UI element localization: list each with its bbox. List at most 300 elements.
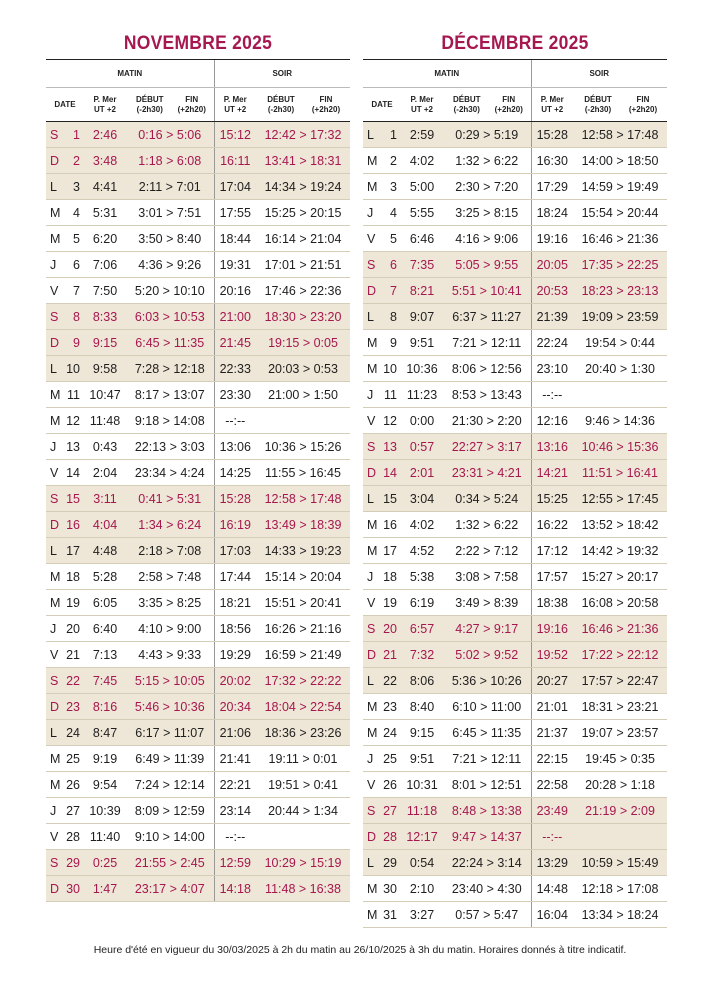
cell-window-soir: 15:25 > 20:15 — [256, 200, 350, 226]
table-row — [46, 174, 350, 200]
cell-date: M 16 — [363, 512, 401, 538]
cell-window-soir: 12:58 > 17:48 — [256, 486, 350, 512]
cell-date: D 21 — [363, 642, 401, 668]
cell-pmer-matin: 11:18 — [401, 798, 443, 824]
cell-window-soir: 19:51 > 0:41 — [256, 772, 350, 798]
cell-pmer-matin: 12:17 — [401, 824, 443, 850]
cell-window-matin: 6:49 > 11:39 — [126, 746, 214, 772]
cell-date: V 28 — [46, 824, 84, 850]
cell-window-soir: 20:40 > 1:30 — [573, 356, 667, 382]
cell-pmer-soir: 22:33 — [214, 356, 256, 382]
table-row — [46, 200, 350, 226]
cell-date: S 6 — [363, 252, 401, 278]
cell-date: V 12 — [363, 408, 401, 434]
cell-window-soir: 17:57 > 22:47 — [573, 668, 667, 694]
cell-window-matin: 3:49 > 8:39 — [443, 590, 531, 616]
cell-pmer-matin: 5:00 — [401, 174, 443, 200]
cell-date: M 2 — [363, 148, 401, 174]
month-december — [363, 28, 667, 928]
cell-pmer-soir: 16:04 — [531, 902, 573, 928]
cell-pmer-matin: 8:33 — [84, 304, 126, 330]
cell-window-matin: 0:41 > 5:31 — [126, 486, 214, 512]
cell-window-matin: 2:30 > 7:20 — [443, 174, 531, 200]
table-row — [363, 512, 667, 538]
cell-pmer-soir: --:-- — [214, 824, 256, 850]
cell-window-matin: 1:34 > 6:24 — [126, 512, 214, 538]
header-debut-fin: DÉBUT (-2h30)FIN (+2h20) — [256, 88, 350, 122]
cell-date: D 16 — [46, 512, 84, 538]
cell-window-matin: 9:47 > 14:37 — [443, 824, 531, 850]
table-row — [46, 278, 350, 304]
table-row — [46, 538, 350, 564]
cell-window-matin: 5:02 > 9:52 — [443, 642, 531, 668]
cell-window-soir: 19:54 > 0:44 — [573, 330, 667, 356]
cell-pmer-soir: 20:02 — [214, 668, 256, 694]
cell-pmer-matin: 8:47 — [84, 720, 126, 746]
cell-window-soir: 15:51 > 20:41 — [256, 590, 350, 616]
cell-window-matin: 8:09 > 12:59 — [126, 798, 214, 824]
cell-pmer-soir: 20:27 — [531, 668, 573, 694]
cell-window-soir: 10:29 > 15:19 — [256, 850, 350, 876]
cell-pmer-soir: 16:30 — [531, 148, 573, 174]
cell-pmer-matin: 4:48 — [84, 538, 126, 564]
cell-pmer-soir: 14:48 — [531, 876, 573, 902]
cell-pmer-soir: 17:04 — [214, 174, 256, 200]
table-row — [46, 460, 350, 486]
cell-pmer-soir: 17:57 — [531, 564, 573, 590]
cell-window-matin: 21:55 > 2:45 — [126, 850, 214, 876]
cell-pmer-soir: 23:14 — [214, 798, 256, 824]
cell-date: D 28 — [363, 824, 401, 850]
cell-pmer-matin: 3:48 — [84, 148, 126, 174]
table-row — [46, 616, 350, 642]
cell-pmer-soir: 21:01 — [531, 694, 573, 720]
month-november — [46, 28, 350, 902]
cell-pmer-matin: 9:15 — [84, 330, 126, 356]
cell-window-matin: 21:30 > 2:20 — [443, 408, 531, 434]
cell-window-soir: 17:01 > 21:51 — [256, 252, 350, 278]
cell-window-soir: 13:34 > 18:24 — [573, 902, 667, 928]
cell-pmer-soir: 22:58 — [531, 772, 573, 798]
cell-window-matin: 1:18 > 6:08 — [126, 148, 214, 174]
cell-date: M 19 — [46, 590, 84, 616]
table-row — [46, 226, 350, 252]
cell-pmer-soir: 17:44 — [214, 564, 256, 590]
table-row — [363, 200, 667, 226]
cell-pmer-matin: 7:13 — [84, 642, 126, 668]
table-row — [46, 382, 350, 408]
table-row — [363, 642, 667, 668]
cell-pmer-matin: 0:00 — [401, 408, 443, 434]
cell-window-soir: 12:55 > 17:45 — [573, 486, 667, 512]
cell-window-matin: 23:31 > 4:21 — [443, 460, 531, 486]
cell-date: M 23 — [363, 694, 401, 720]
cell-window-soir: 16:26 > 21:16 — [256, 616, 350, 642]
cell-pmer-soir: 18:44 — [214, 226, 256, 252]
cell-pmer-matin: 4:04 — [84, 512, 126, 538]
cell-date: L 10 — [46, 356, 84, 382]
cell-pmer-soir: 19:31 — [214, 252, 256, 278]
cell-date: M 26 — [46, 772, 84, 798]
table-row — [46, 512, 350, 538]
header-debut-fin: DÉBUT (-2h30)FIN (+2h20) — [443, 88, 531, 122]
cell-pmer-matin: 7:35 — [401, 252, 443, 278]
cell-pmer-soir: 20:34 — [214, 694, 256, 720]
cell-pmer-matin: 0:54 — [401, 850, 443, 876]
cell-window-matin: 0:57 > 5:47 — [443, 902, 531, 928]
cell-pmer-matin: 0:43 — [84, 434, 126, 460]
cell-window-soir: 12:58 > 17:48 — [573, 122, 667, 148]
cell-date: L 22 — [363, 668, 401, 694]
cell-date: M 3 — [363, 174, 401, 200]
cell-pmer-soir: 20:05 — [531, 252, 573, 278]
cell-date: S 22 — [46, 668, 84, 694]
table-row — [46, 824, 350, 850]
cell-pmer-soir: 15:12 — [214, 122, 256, 148]
header-debut-fin: DÉBUT (-2h30)FIN (+2h20) — [573, 88, 667, 122]
cell-window-soir: 17:35 > 22:25 — [573, 252, 667, 278]
cell-window-matin: 4:27 > 9:17 — [443, 616, 531, 642]
cell-date: S 8 — [46, 304, 84, 330]
cell-window-matin: 0:34 > 5:24 — [443, 486, 531, 512]
header-debut-fin: DÉBUT (-2h30)FIN (+2h20) — [126, 88, 214, 122]
cell-window-matin: 22:24 > 3:14 — [443, 850, 531, 876]
cell-window-matin: 23:34 > 4:24 — [126, 460, 214, 486]
cell-window-soir: 13:52 > 18:42 — [573, 512, 667, 538]
cell-date: M 30 — [363, 876, 401, 902]
table-row — [363, 460, 667, 486]
cell-window-matin: 8:48 > 13:38 — [443, 798, 531, 824]
cell-window-matin: 7:24 > 12:14 — [126, 772, 214, 798]
header-pmer: P. Mer UT +2 — [214, 88, 256, 122]
cell-pmer-soir: --:-- — [531, 382, 573, 408]
cell-window-matin: 5:05 > 9:55 — [443, 252, 531, 278]
cell-pmer-matin: 6:57 — [401, 616, 443, 642]
cell-date: J 25 — [363, 746, 401, 772]
cell-pmer-matin: 9:54 — [84, 772, 126, 798]
cell-pmer-matin: 5:38 — [401, 564, 443, 590]
cell-pmer-matin: 4:52 — [401, 538, 443, 564]
cell-pmer-soir: 20:53 — [531, 278, 573, 304]
cell-window-soir: 14:59 > 19:49 — [573, 174, 667, 200]
cell-pmer-matin: 4:41 — [84, 174, 126, 200]
table-row — [46, 668, 350, 694]
cell-pmer-soir: 21:41 — [214, 746, 256, 772]
cell-date: L 8 — [363, 304, 401, 330]
cell-date: V 7 — [46, 278, 84, 304]
table-row — [46, 564, 350, 590]
table-row — [46, 590, 350, 616]
table-row — [363, 382, 667, 408]
header-matin: MATIN — [46, 60, 214, 88]
cell-pmer-matin: 6:20 — [84, 226, 126, 252]
cell-window-soir: 14:00 > 18:50 — [573, 148, 667, 174]
cell-pmer-soir: 17:55 — [214, 200, 256, 226]
month-title: NOVEMBRE 2025 — [123, 33, 273, 54]
cell-pmer-soir: 21:06 — [214, 720, 256, 746]
table-body — [363, 122, 667, 928]
cell-pmer-matin: 0:57 — [401, 434, 443, 460]
cell-pmer-soir: 22:24 — [531, 330, 573, 356]
cell-pmer-matin: 5:55 — [401, 200, 443, 226]
cell-window-matin: 4:43 > 9:33 — [126, 642, 214, 668]
cell-window-soir: 17:32 > 22:22 — [256, 668, 350, 694]
table-row — [363, 278, 667, 304]
cell-date: L 17 — [46, 538, 84, 564]
cell-window-soir: 16:46 > 21:36 — [573, 226, 667, 252]
cell-window-matin: 8:53 > 13:43 — [443, 382, 531, 408]
cell-window-matin: 22:27 > 3:17 — [443, 434, 531, 460]
cell-window-soir: 11:48 > 16:38 — [256, 876, 350, 902]
cell-pmer-matin: 2:01 — [401, 460, 443, 486]
cell-window-matin: 2:18 > 7:08 — [126, 538, 214, 564]
cell-date: M 4 — [46, 200, 84, 226]
cell-window-soir: 14:42 > 19:32 — [573, 538, 667, 564]
cell-pmer-matin: 2:10 — [401, 876, 443, 902]
cell-pmer-matin: 9:58 — [84, 356, 126, 382]
cell-pmer-soir: 22:21 — [214, 772, 256, 798]
cell-pmer-matin: 8:21 — [401, 278, 443, 304]
table-row — [363, 174, 667, 200]
cell-window-soir: 20:03 > 0:53 — [256, 356, 350, 382]
cell-window-matin: 7:21 > 12:11 — [443, 746, 531, 772]
table-row — [46, 304, 350, 330]
cell-window-soir: 21:19 > 2:09 — [573, 798, 667, 824]
cell-window-soir — [573, 824, 667, 850]
table-row — [363, 720, 667, 746]
cell-window-matin: 5:15 > 10:05 — [126, 668, 214, 694]
cell-date: S 13 — [363, 434, 401, 460]
cell-window-soir: 11:51 > 16:41 — [573, 460, 667, 486]
table-row — [46, 720, 350, 746]
tide-table — [363, 59, 667, 928]
table-row — [46, 252, 350, 278]
cell-window-matin: 1:32 > 6:22 — [443, 512, 531, 538]
cell-window-soir: 21:00 > 1:50 — [256, 382, 350, 408]
cell-window-matin: 4:16 > 9:06 — [443, 226, 531, 252]
cell-date: V 26 — [363, 772, 401, 798]
cell-pmer-soir: 18:24 — [531, 200, 573, 226]
cell-pmer-matin: 4:02 — [401, 512, 443, 538]
cell-date: M 5 — [46, 226, 84, 252]
cell-pmer-matin: 10:36 — [401, 356, 443, 382]
cell-window-soir — [256, 408, 350, 434]
cell-date: S 15 — [46, 486, 84, 512]
cell-date: V 5 — [363, 226, 401, 252]
cell-pmer-matin: 3:27 — [401, 902, 443, 928]
cell-window-soir: 17:46 > 22:36 — [256, 278, 350, 304]
cell-pmer-soir: 15:28 — [531, 122, 573, 148]
cell-window-matin: 9:18 > 14:08 — [126, 408, 214, 434]
cell-window-matin: 7:28 > 12:18 — [126, 356, 214, 382]
cell-pmer-soir: 15:28 — [214, 486, 256, 512]
cell-window-soir: 10:46 > 15:36 — [573, 434, 667, 460]
cell-date: D 30 — [46, 876, 84, 902]
cell-window-soir: 13:49 > 18:39 — [256, 512, 350, 538]
cell-pmer-soir: 16:11 — [214, 148, 256, 174]
cell-pmer-soir: 17:12 — [531, 538, 573, 564]
cell-date: L 15 — [363, 486, 401, 512]
cell-window-matin: 4:36 > 9:26 — [126, 252, 214, 278]
table-row — [363, 850, 667, 876]
cell-date: J 6 — [46, 252, 84, 278]
cell-window-matin: 2:22 > 7:12 — [443, 538, 531, 564]
cell-window-matin: 23:40 > 4:30 — [443, 876, 531, 902]
table-row — [46, 772, 350, 798]
cell-pmer-matin: 9:51 — [401, 746, 443, 772]
cell-window-soir: 19:09 > 23:59 — [573, 304, 667, 330]
cell-window-matin: 3:25 > 8:15 — [443, 200, 531, 226]
header-pmer: P. Mer UT +2 — [401, 88, 443, 122]
cell-pmer-matin: 2:04 — [84, 460, 126, 486]
table-row — [363, 408, 667, 434]
cell-date: M 11 — [46, 382, 84, 408]
table-row — [363, 226, 667, 252]
cell-window-matin: 9:10 > 14:00 — [126, 824, 214, 850]
cell-date: M 10 — [363, 356, 401, 382]
cell-date: J 4 — [363, 200, 401, 226]
cell-pmer-matin: 1:47 — [84, 876, 126, 902]
cell-pmer-soir: 12:16 — [531, 408, 573, 434]
cell-pmer-soir: 21:37 — [531, 720, 573, 746]
cell-window-soir: 18:30 > 23:20 — [256, 304, 350, 330]
cell-pmer-matin: 6:46 — [401, 226, 443, 252]
cell-pmer-soir: 19:29 — [214, 642, 256, 668]
cell-pmer-soir: 23:49 — [531, 798, 573, 824]
cell-pmer-matin: 8:16 — [84, 694, 126, 720]
cell-window-matin: 8:01 > 12:51 — [443, 772, 531, 798]
table-row — [46, 694, 350, 720]
table-row — [46, 486, 350, 512]
cell-window-soir: 19:45 > 0:35 — [573, 746, 667, 772]
cell-window-soir: 20:44 > 1:34 — [256, 798, 350, 824]
cell-date: M 12 — [46, 408, 84, 434]
cell-window-matin: 3:01 > 7:51 — [126, 200, 214, 226]
cell-window-matin: 6:37 > 11:27 — [443, 304, 531, 330]
table-row — [46, 330, 350, 356]
table-row — [363, 434, 667, 460]
cell-pmer-matin: 3:04 — [401, 486, 443, 512]
cell-pmer-matin: 7:06 — [84, 252, 126, 278]
cell-date: D 23 — [46, 694, 84, 720]
cell-date: D 9 — [46, 330, 84, 356]
header-pmer: P. Mer UT +2 — [531, 88, 573, 122]
cell-pmer-matin: 9:19 — [84, 746, 126, 772]
cell-date: L 1 — [363, 122, 401, 148]
cell-date: M 9 — [363, 330, 401, 356]
cell-date: V 19 — [363, 590, 401, 616]
cell-pmer-soir: 13:29 — [531, 850, 573, 876]
cell-pmer-matin: 8:06 — [401, 668, 443, 694]
cell-window-soir: 18:23 > 23:13 — [573, 278, 667, 304]
cell-window-soir: 11:55 > 16:45 — [256, 460, 350, 486]
cell-date: D 7 — [363, 278, 401, 304]
cell-window-matin: 6:17 > 11:07 — [126, 720, 214, 746]
cell-window-matin: 0:16 > 5:06 — [126, 122, 214, 148]
cell-date: V 21 — [46, 642, 84, 668]
cell-window-soir: 17:22 > 22:12 — [573, 642, 667, 668]
cell-pmer-soir: 21:39 — [531, 304, 573, 330]
cell-date: L 24 — [46, 720, 84, 746]
table-row — [46, 434, 350, 460]
cell-window-matin: 6:10 > 11:00 — [443, 694, 531, 720]
cell-window-soir: 16:59 > 21:49 — [256, 642, 350, 668]
cell-window-matin: 3:35 > 8:25 — [126, 590, 214, 616]
cell-pmer-soir: --:-- — [531, 824, 573, 850]
table-row — [46, 798, 350, 824]
cell-window-soir: 12:42 > 17:32 — [256, 122, 350, 148]
tide-table — [46, 59, 350, 902]
cell-window-matin: 5:51 > 10:41 — [443, 278, 531, 304]
cell-window-matin: 6:45 > 11:35 — [126, 330, 214, 356]
cell-pmer-matin: 7:45 — [84, 668, 126, 694]
cell-window-matin: 0:29 > 5:19 — [443, 122, 531, 148]
cell-window-matin: 6:45 > 11:35 — [443, 720, 531, 746]
cell-pmer-matin: 11:23 — [401, 382, 443, 408]
cell-window-soir: 15:27 > 20:17 — [573, 564, 667, 590]
cell-window-matin: 8:06 > 12:56 — [443, 356, 531, 382]
cell-window-matin: 2:11 > 7:01 — [126, 174, 214, 200]
cell-pmer-matin: 2:59 — [401, 122, 443, 148]
cell-date: M 25 — [46, 746, 84, 772]
cell-window-matin: 23:17 > 4:07 — [126, 876, 214, 902]
cell-window-soir — [573, 382, 667, 408]
header-matin: MATIN — [363, 60, 531, 88]
cell-pmer-matin: 0:25 — [84, 850, 126, 876]
cell-pmer-matin: 11:48 — [84, 408, 126, 434]
cell-pmer-soir: 23:30 — [214, 382, 256, 408]
cell-pmer-matin: 11:40 — [84, 824, 126, 850]
table-row — [363, 330, 667, 356]
cell-window-soir: 20:28 > 1:18 — [573, 772, 667, 798]
cell-date: J 18 — [363, 564, 401, 590]
cell-pmer-matin: 4:02 — [401, 148, 443, 174]
cell-window-matin: 8:17 > 13:07 — [126, 382, 214, 408]
cell-date: M 18 — [46, 564, 84, 590]
header-date: DATE — [363, 88, 401, 122]
cell-pmer-soir: 16:22 — [531, 512, 573, 538]
header-date: DATE — [46, 88, 84, 122]
table-row — [363, 538, 667, 564]
cell-date: L 3 — [46, 174, 84, 200]
cell-pmer-soir: 14:18 — [214, 876, 256, 902]
cell-pmer-matin: 9:07 — [401, 304, 443, 330]
cell-pmer-soir: 23:10 — [531, 356, 573, 382]
cell-date: D 14 — [363, 460, 401, 486]
cell-pmer-soir: 18:56 — [214, 616, 256, 642]
cell-date: M 17 — [363, 538, 401, 564]
cell-window-soir: 15:54 > 20:44 — [573, 200, 667, 226]
footer-note: Heure d'été en vigueur du 30/03/2025 à 2h du matin au 26/10/2025 à 3h du matin. Horaires donnés à titre indicatif. — [93, 944, 627, 956]
cell-date: S 29 — [46, 850, 84, 876]
cell-window-soir: 13:41 > 18:31 — [256, 148, 350, 174]
cell-window-soir: 18:31 > 23:21 — [573, 694, 667, 720]
cell-pmer-soir: 18:21 — [214, 590, 256, 616]
cell-window-matin: 3:50 > 8:40 — [126, 226, 214, 252]
cell-window-soir: 14:33 > 19:23 — [256, 538, 350, 564]
cell-date: V 14 — [46, 460, 84, 486]
cell-pmer-soir: 12:59 — [214, 850, 256, 876]
cell-pmer-soir: 22:15 — [531, 746, 573, 772]
cell-window-matin: 3:08 > 7:58 — [443, 564, 531, 590]
cell-window-matin: 22:13 > 3:03 — [126, 434, 214, 460]
table-row — [363, 668, 667, 694]
cell-pmer-matin: 7:50 — [84, 278, 126, 304]
cell-pmer-soir: 14:21 — [531, 460, 573, 486]
cell-date: D 2 — [46, 148, 84, 174]
table-row — [363, 148, 667, 174]
table-row — [363, 486, 667, 512]
